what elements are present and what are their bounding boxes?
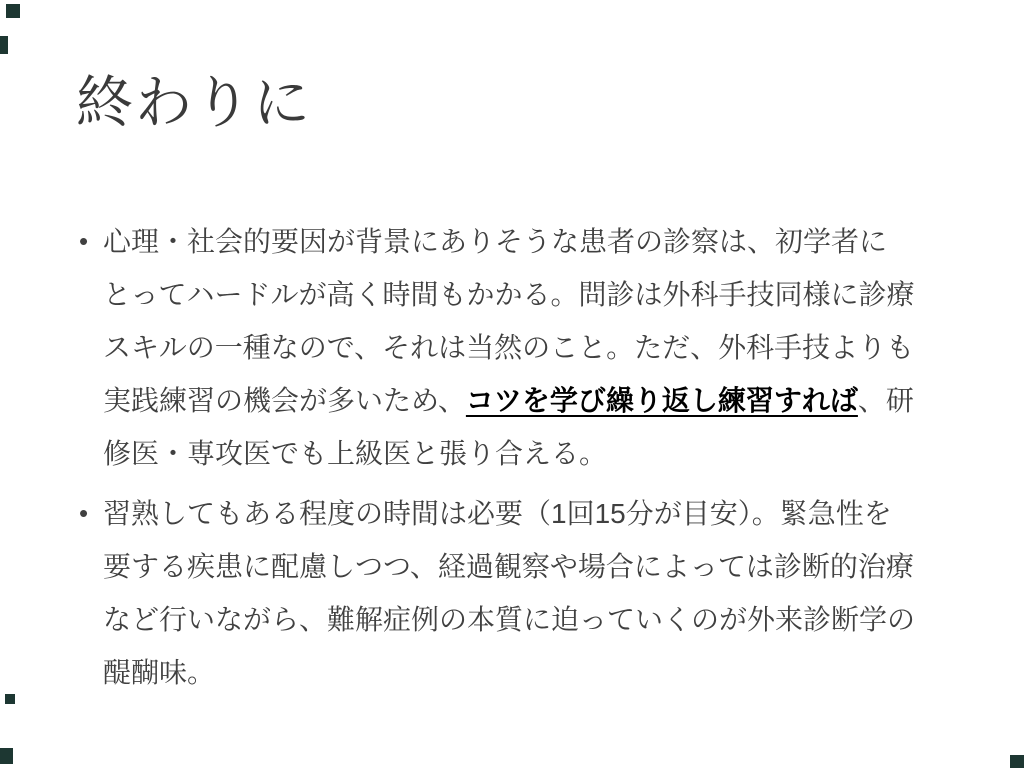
- text-line: [103, 374, 959, 427]
- bullet-marker: •: [79, 226, 89, 256]
- slide-title: 終わりに: [76, 71, 312, 135]
- text-line: [103, 487, 959, 540]
- text-line: [103, 215, 959, 268]
- corner-marker-bottom-right-1: [1010, 755, 1024, 768]
- corner-marker-bottom-left-1: [5, 694, 15, 704]
- bullet-text: [103, 215, 959, 480]
- bullet-text: [103, 487, 959, 699]
- corner-marker-top-left-2: [0, 36, 8, 54]
- bullet-marker: •: [79, 498, 89, 528]
- text-line: [103, 427, 959, 480]
- bullet-item-2: [79, 487, 959, 699]
- corner-marker-bottom-left-2: [0, 748, 13, 764]
- text-line: [103, 268, 959, 321]
- body-text-segment: スキルの一種なので、それは当然のこと。ただ、外科手技よりも: [103, 332, 915, 363]
- text-line: [103, 321, 959, 374]
- body-text-segment: 心理・社会的要因が背景にありそうな患者の診察は、初学者に: [103, 226, 888, 257]
- emphasized-text: コツを学び繰り返し練習すれば: [465, 385, 858, 416]
- body-text-segment: 、研: [857, 385, 914, 416]
- body-text-segment: 修医・専攻医でも上級医と張り合える。: [103, 438, 608, 469]
- body-text-segment: 要する疾患に配慮しつつ、経過観察や場合によっては診断的治療: [103, 551, 914, 582]
- body-text-segment: など行いながら、難解症例の本質に迫っていくのが外来診断学の: [103, 604, 916, 635]
- text-line: [103, 540, 959, 593]
- bullet-item-1: [79, 215, 959, 480]
- body-text-segment: とってハードルが高く時間もかかる。問診は外科手技同様に診療: [103, 279, 915, 310]
- text-line: [103, 593, 959, 646]
- body-text-segment: 実践練習の機会が多いため、: [103, 385, 466, 416]
- body-text-segment: 醍醐味。: [103, 657, 216, 688]
- body-text-segment: 習熟してもある程度の時間は必要（1回15分が目安）。緊急性を: [103, 498, 892, 529]
- corner-marker-top-left-1: [6, 4, 20, 18]
- slide-body-text: [79, 215, 959, 699]
- text-line: [103, 646, 959, 699]
